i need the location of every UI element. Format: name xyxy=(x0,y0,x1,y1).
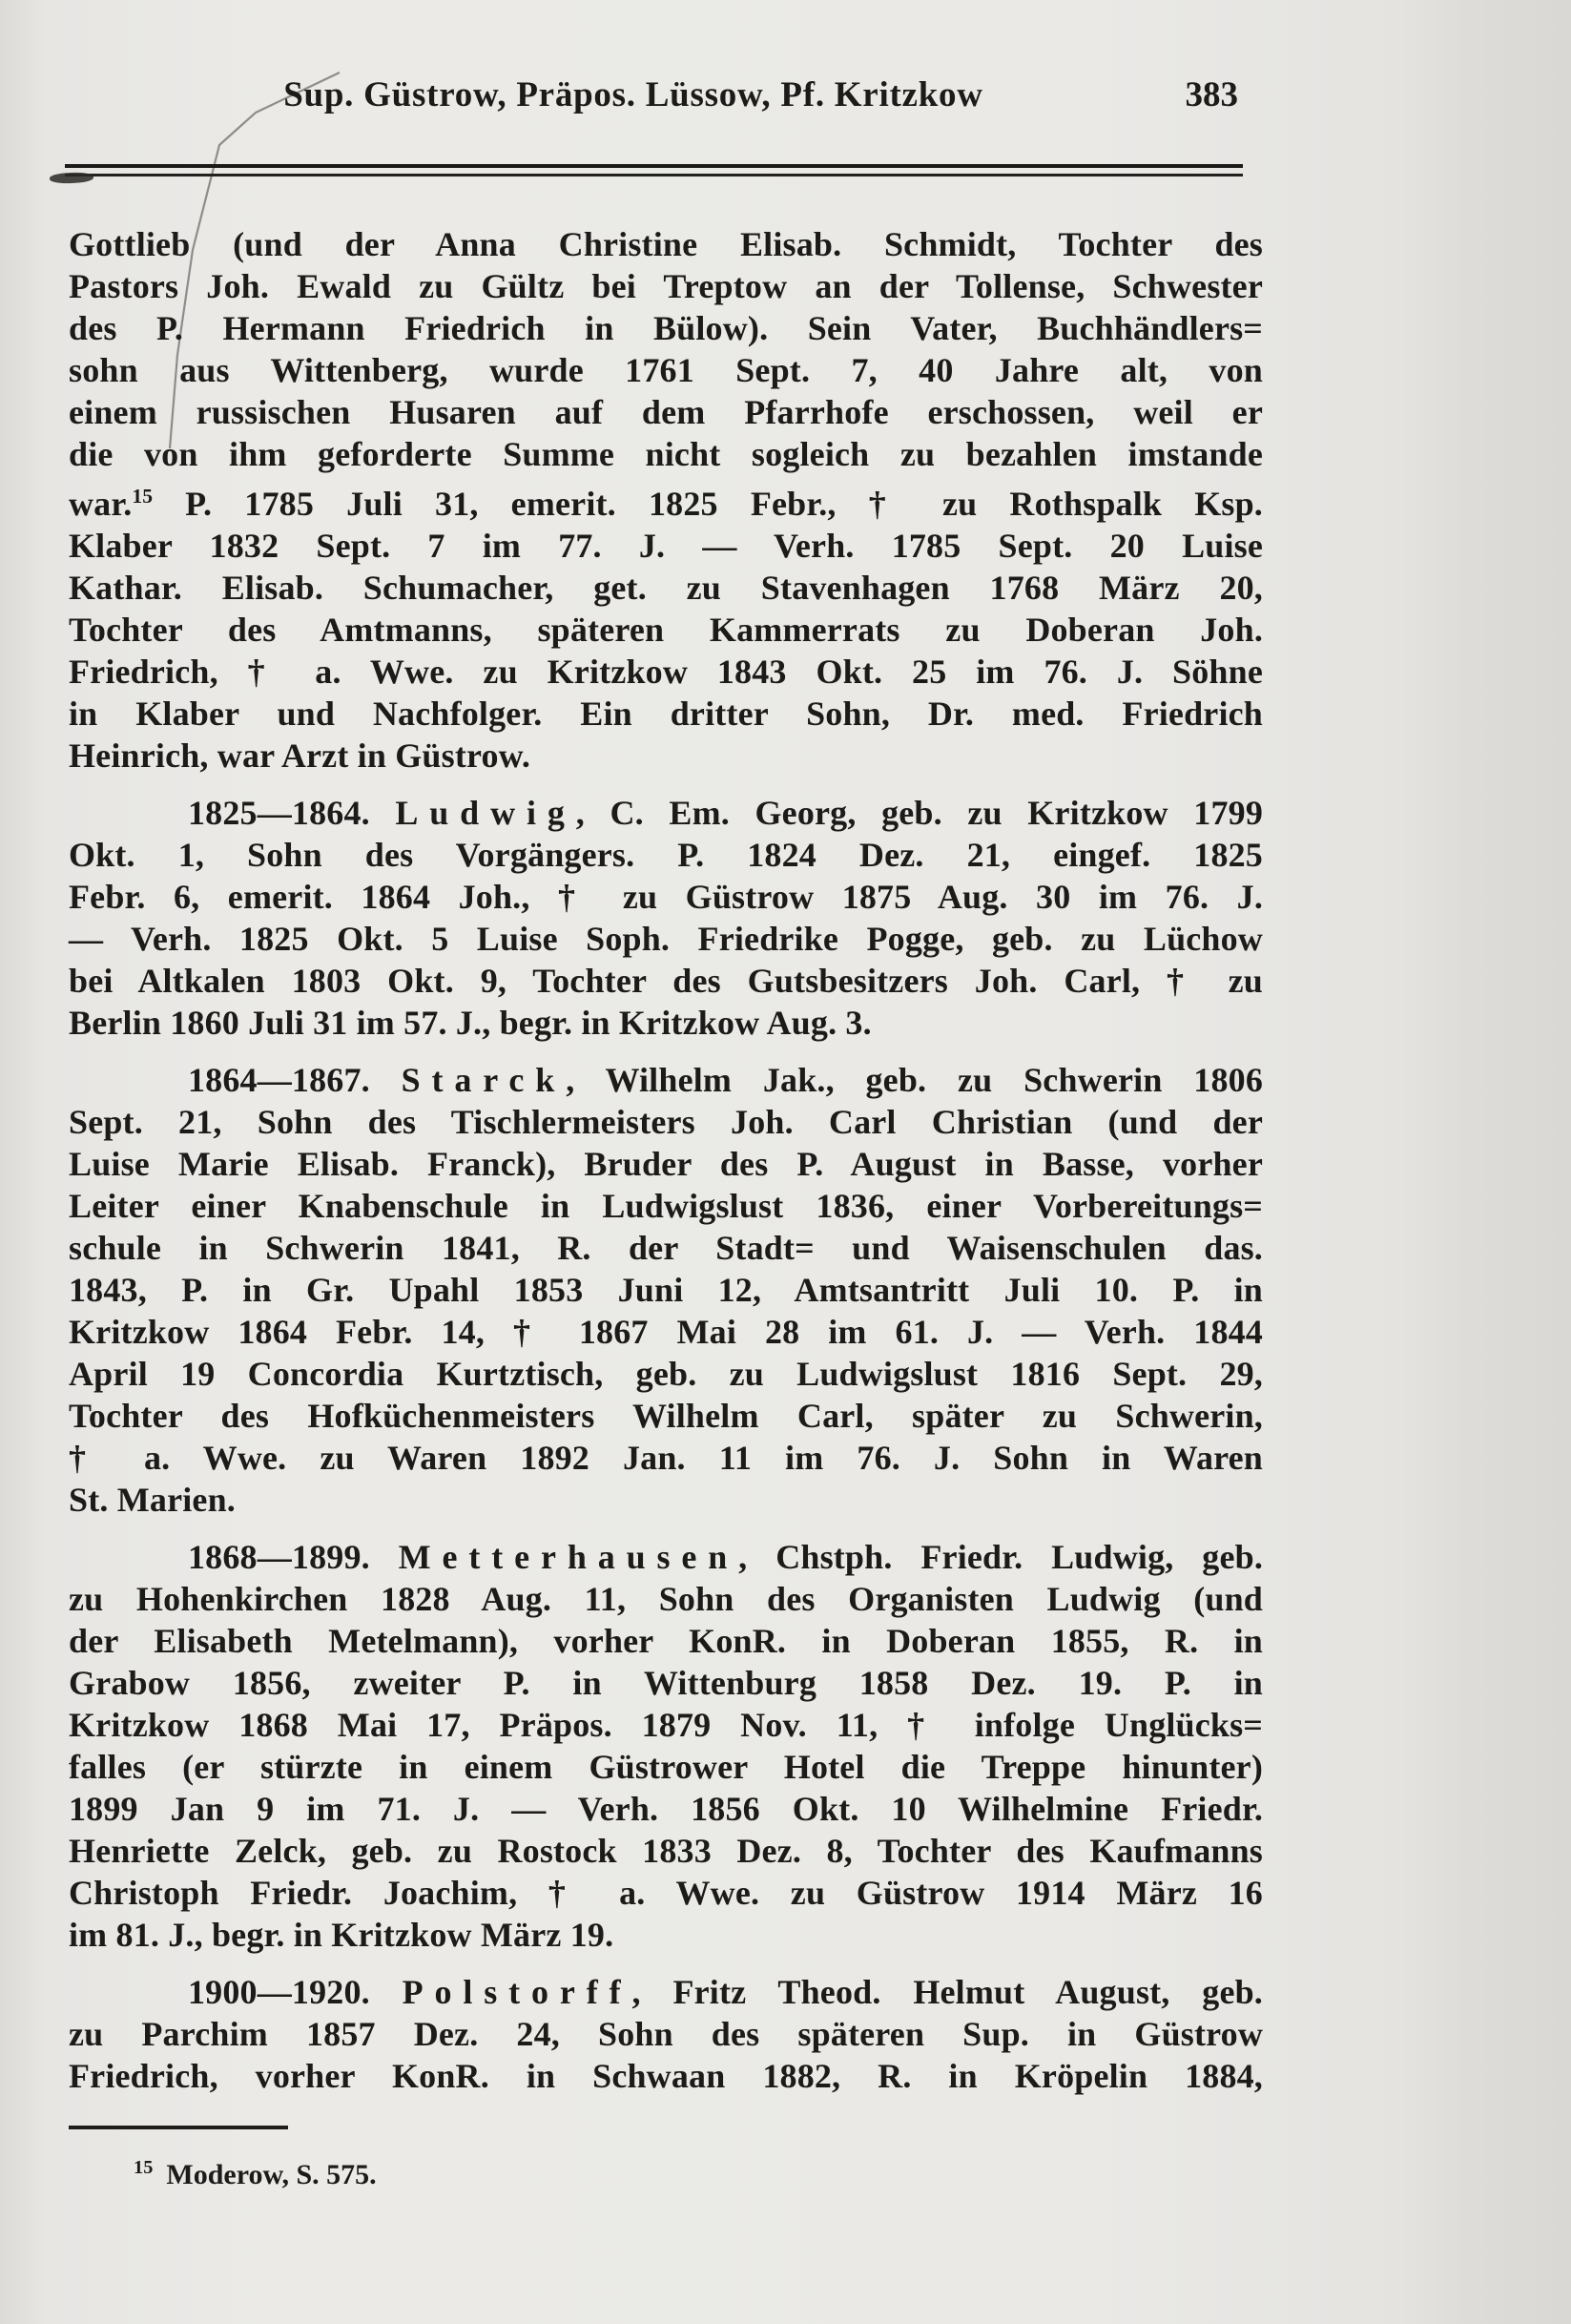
text-segment: war. xyxy=(69,485,133,523)
text-line xyxy=(69,1143,1263,1185)
text-segment: falles (er stürzte in einem Güstrower Hotel die Treppe hinunter) xyxy=(69,1748,1263,1786)
text-segment: , C. Em. Georg, geb. zu Kritzkow 1799 xyxy=(575,794,1263,832)
text-line xyxy=(69,433,1263,475)
text-segment: Berlin 1860 Juli 31 im 57. J., begr. in Kritzkow Aug. 3. xyxy=(69,1004,872,1042)
text-segment: des P. Hermann Friedrich in Bülow). Sein Vater, Buchhändlers= xyxy=(69,309,1263,347)
text-line xyxy=(69,1395,1263,1437)
text-segment: 1825—1864. xyxy=(188,794,396,832)
text-segment: im 81. J., begr. in Kritzkow März 19. xyxy=(69,1916,614,1954)
text-segment: Kritzkow 1868 Mai 17, Präpos. 1879 Nov. 11, † infolge Unglücks= xyxy=(69,1706,1263,1744)
header-double-rule xyxy=(65,164,1243,176)
text-segment: Luise Marie Elisab. Franck), Bruder des P. August in Basse, vorher xyxy=(69,1145,1263,1183)
body-text xyxy=(69,223,1263,2097)
text-segment: P. 1785 Juli 31, emerit. 1825 Febr., † zu Rothspalk Ksp. xyxy=(153,485,1263,523)
text-line xyxy=(69,1311,1263,1353)
running-header-title: Sup. Güstrow, Präpos. Lüssow, Pf. Kritzkow xyxy=(283,75,983,114)
text-segment: April 19 Concordia Kurtztisch, geb. zu Ludwigslust 1816 Sept. 29, xyxy=(69,1355,1263,1393)
text-segment: 1899 Jan 9 im 71. J. — Verh. 1856 Okt. 10 Wilhelmine Friedr. xyxy=(69,1790,1263,1828)
footnote-number: 15 xyxy=(134,2157,154,2178)
text-segment: , Chstph. Friedr. Ludwig, geb. xyxy=(738,1538,1263,1576)
text-line xyxy=(69,1788,1263,1830)
text-line xyxy=(69,1479,1263,1521)
text-line xyxy=(69,918,1263,960)
book-spine-scan-band xyxy=(1465,0,1571,2324)
text-line xyxy=(69,1353,1263,1395)
text-line xyxy=(69,1830,1263,1872)
paragraph xyxy=(69,1059,1263,1521)
text-line xyxy=(69,1101,1263,1143)
text-segment: , Fritz Theod. Helmut August, geb. xyxy=(631,1973,1263,2011)
text-segment: Leiter einer Knabenschule in Ludwigslust 1836, einer Vorbereitungs= xyxy=(69,1187,1263,1225)
text-segment: sohn aus Wittenberg, wurde 1761 Sept. 7, 40 Jahre alt, von xyxy=(69,351,1263,389)
text-line xyxy=(69,1914,1263,1956)
text-segment: Klaber 1832 Sept. 7 im 77. J. — Verh. 1785 Sept. 20 Luise xyxy=(69,527,1263,565)
person-surname: Starck xyxy=(401,1061,567,1099)
text-line xyxy=(69,525,1263,567)
text-segment: die von ihm geforderte Summe nicht sogleich zu bezahlen imstande xyxy=(69,435,1263,473)
text-segment: Friedrich, † a. Wwe. zu Kritzkow 1843 Okt. 25 im 76. J. Söhne xyxy=(69,653,1263,691)
text-line xyxy=(69,223,1263,265)
person-surname: Polstorff xyxy=(402,1973,632,2011)
text-segment: 1868—1899. xyxy=(188,1538,399,1576)
text-segment: 1864—1867. xyxy=(188,1061,402,1099)
text-line xyxy=(69,693,1263,735)
footnote-marker: 15 xyxy=(132,485,153,508)
text-segment: Kritzkow 1864 Febr. 14, † 1867 Mai 28 im 61. J. — Verh. 1844 xyxy=(69,1313,1263,1351)
text-segment: Gottlieb (und der Anna Christine Elisab. Schmidt, Tochter des xyxy=(69,225,1263,263)
footnote xyxy=(134,2148,1183,2194)
text-segment: Okt. 1, Sohn des Vorgängers. P. 1824 Dez. 21, eingef. 1825 xyxy=(69,836,1263,874)
text-segment: 1900—1920. xyxy=(188,1973,403,2011)
text-line xyxy=(69,1662,1263,1704)
text-segment: zu Parchim 1857 Dez. 24, Sohn des späteren Sup. in Güstrow xyxy=(69,2015,1263,2053)
text-line xyxy=(69,391,1263,433)
text-line xyxy=(69,1578,1263,1620)
text-line xyxy=(69,834,1263,876)
text-line xyxy=(69,960,1263,1002)
text-line xyxy=(69,1746,1263,1788)
page-number: 383 xyxy=(1185,75,1238,114)
person-surname: Ludwig xyxy=(395,794,576,832)
paragraph xyxy=(69,1971,1263,2097)
paragraph xyxy=(69,1536,1263,1956)
text-segment: einem russischen Husaren auf dem Pfarrhofe erschossen, weil er xyxy=(69,393,1263,431)
text-line xyxy=(69,349,1263,391)
text-line xyxy=(69,1872,1263,1914)
text-segment: Sept. 21, Sohn des Tischlermeisters Joh. Carl Christian (und der xyxy=(69,1103,1263,1141)
text-segment: in Klaber und Nachfolger. Ein dritter Sohn, Dr. med. Friedrich xyxy=(69,695,1263,733)
text-line xyxy=(69,735,1263,777)
text-segment: Tochter des Amtmanns, späteren Kammerrats zu Doberan Joh. xyxy=(69,611,1263,649)
text-line xyxy=(69,1227,1263,1269)
text-line xyxy=(69,609,1263,651)
text-segment: Pastors Joh. Ewald zu Gültz bei Treptow an der Tollense, Schwester xyxy=(69,267,1263,305)
text-line xyxy=(69,651,1263,693)
text-segment: Heinrich, war Arzt in Güstrow. xyxy=(69,737,531,775)
text-segment: Tochter des Hofküchenmeisters Wilhelm Carl, später zu Schwerin, xyxy=(69,1397,1263,1435)
text-line xyxy=(69,1704,1263,1746)
text-line xyxy=(69,1971,1263,2013)
ink-smudge xyxy=(50,172,93,184)
text-line xyxy=(69,307,1263,349)
text-line xyxy=(69,2055,1263,2097)
text-segment: Febr. 6, emerit. 1864 Joh., † zu Güstrow 1875 Aug. 30 im 76. J. xyxy=(69,878,1263,916)
paragraph xyxy=(69,223,1263,777)
footnote-rule xyxy=(69,2126,288,2129)
text-segment: 1843, P. in Gr. Upahl 1853 Juni 12, Amtsantritt Juli 10. P. in xyxy=(69,1271,1263,1309)
text-segment: † a. Wwe. zu Waren 1892 Jan. 11 im 76. J. Sohn in Waren xyxy=(69,1439,1263,1477)
text-segment: bei Altkalen 1803 Okt. 9, Tochter des Gutsbesitzers Joh. Carl, † zu xyxy=(69,962,1263,1000)
text-line xyxy=(69,567,1263,609)
text-segment: St. Marien. xyxy=(69,1481,236,1519)
text-segment: Kathar. Elisab. Schumacher, get. zu Stavenhagen 1768 März 20, xyxy=(69,569,1263,607)
text-line xyxy=(69,876,1263,918)
text-line xyxy=(69,1185,1263,1227)
text-segment: , Wilhelm Jak., geb. zu Schwerin 1806 xyxy=(566,1061,1264,1099)
text-segment: Friedrich, vorher KonR. in Schwaan 1882, R. in Kröpelin 1884, xyxy=(69,2057,1263,2095)
text-line xyxy=(69,2013,1263,2055)
text-line xyxy=(69,1002,1263,1044)
text-line xyxy=(69,1620,1263,1662)
paragraph xyxy=(69,792,1263,1044)
text-line xyxy=(69,1059,1263,1101)
footnote-text: Moderow, S. 575. xyxy=(166,2159,377,2190)
text-segment: Christoph Friedr. Joachim, † a. Wwe. zu Güstrow 1914 März 16 xyxy=(69,1874,1263,1912)
text-segment: schule in Schwerin 1841, R. der Stadt= und Waisenschulen das. xyxy=(69,1229,1263,1267)
person-surname: Metterhausen xyxy=(398,1538,739,1576)
text-segment: Grabow 1856, zweiter P. in Wittenburg 1858 Dez. 19. P. in xyxy=(69,1664,1263,1702)
text-segment: Henriette Zelck, geb. zu Rostock 1833 Dez. 8, Tochter des Kaufmanns xyxy=(69,1832,1263,1870)
text-segment: der Elisabeth Metelmann), vorher KonR. in Doberan 1855, R. in xyxy=(69,1622,1263,1660)
text-line xyxy=(69,1269,1263,1311)
text-line xyxy=(69,265,1263,307)
text-segment: — Verh. 1825 Okt. 5 Luise Soph. Friedrike Pogge, geb. zu Lüchow xyxy=(69,920,1263,958)
text-segment: zu Hohenkirchen 1828 Aug. 11, Sohn des Organisten Ludwig (und xyxy=(69,1580,1263,1618)
text-line xyxy=(69,792,1263,834)
text-line xyxy=(69,475,1263,525)
text-line xyxy=(69,1437,1263,1479)
text-line xyxy=(69,1536,1263,1578)
